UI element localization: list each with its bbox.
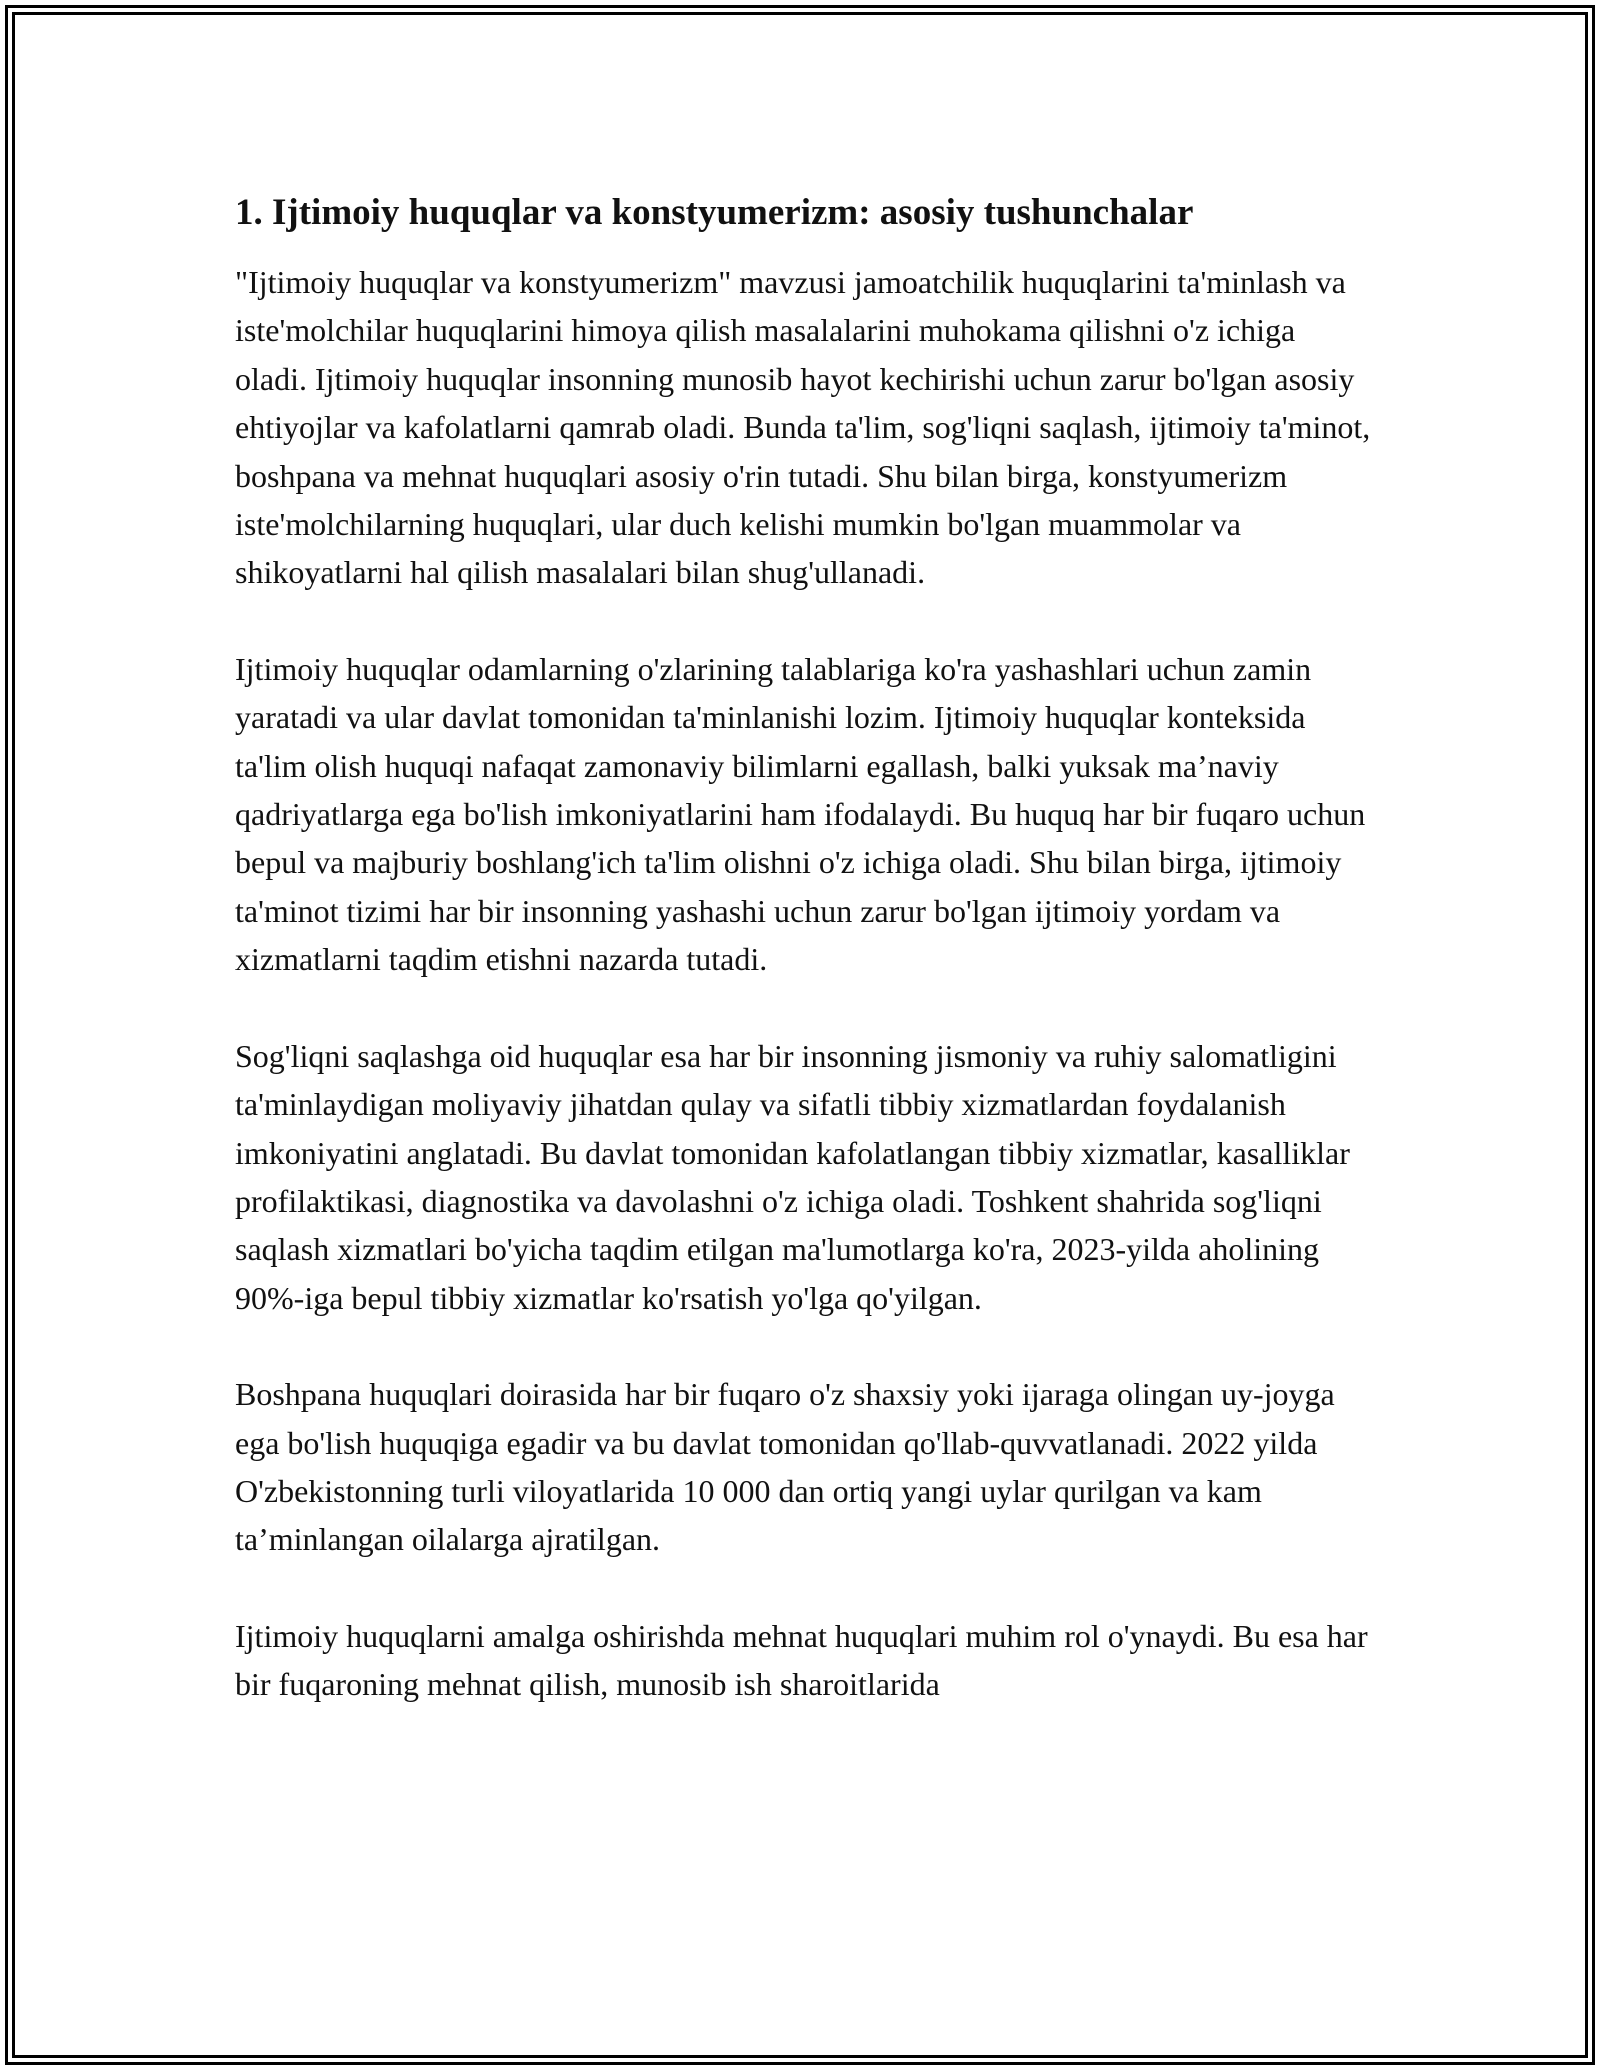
paragraph-social-rights: Ijtimoiy huquqlar odamlarning o'zlarining talablariga ko'ra yashashlari uchun zamin yaratadi va ular davlat tomonidan ta'minlanishi lozim. Ijtimoiy huquqlar konteksida ta'lim olish huquqi nafaqat zamonaviy bilimlarni egallash, balki yuksak ma’naviy qadriyatlarga ega bo'lish imkoniyatlarini ham ifodalaydi. Bu huquq har bir fuqaro uchun bepul va majburiy boshlang'ich ta'lim olishni o'z ichiga oladi. Shu bilan birga, ijtimoiy ta'minot tizimi har bir insonning yashashi uchun zarur bo'lgan ijtimoiy yordam va xizmatlarni taqdim etishni nazarda tutadi. [235,650,1366,978]
paragraph-housing-rights: Boshpana huquqlari doirasida har bir fuqaro o'z shaxsiy yoki ijaraga olingan uy-joyga ega bo'lish huquqiga egadir va bu davlat tomonidan qo'llab-quvvatlanadi. 2022 yilda O'zbekistonning turli viloyatlarida 10 000 dan ortiq yangi uylar qurilgan va kam ta’minlangan oilalarga ajratilgan. [235,1376,1335,1558]
paragraph-labor-rights: Ijtimoiy huquqlarni amalga oshirishda mehnat huquqlari muhim rol o'ynaydi. Bu esa har bir fuqaroning mehnat qilish, munosib ish sharoitlarida [235,1617,1368,1703]
section-heading: 1. Ijtimoiy huquqlar va konstyumerizm: asosiy tushunchalar [235,192,1194,233]
document-body [235,186,1375,1757]
paragraph-health-rights: Sog'liqni saqlashga oid huquqlar esa har bir insonning jismoniy va ruhiy salomatligini ta'minlaydigan moliyaviy jihatdan qulay va sifatli tibbiy xizmatlardan foydalanish imkoniyatini anglatadi. Bu davlat tomonidan kafolatlangan tibbiy xizmatlar, kasalliklar profilaktikasi, diagnostika va davolashni o'z ichiga oladi. Toshkent shahrida sog'liqni saqlash xizmatlari bo'yicha taqdim etilgan ma'lumotlarga ko'ra, 2023-yilda aholining 90%-iga bepul tibbiy xizmatlar ko'rsatish yo'lga qo'yilgan. [235,1037,1350,1316]
paragraph-intro: "Ijtimoiy huquqlar va konstyumerizm" mavzusi jamoatchilik huquqlarini ta'minlash va iste'molchilar huquqlarini himoya qilish masalalarini muhokama qilishni o'z ichiga oladi. Ijtimoiy huquqlar insonning munosib hayot kechirishi uchun zarur bo'lgan asosiy ehtiyojlar va kafolatlarni qamrab oladi. Bunda ta'lim, sog'liqni saqlash, ijtimoiy ta'minot, boshpana va mehnat huquqlari asosiy o'rin tutadi. Shu bilan birga, konstyumerizm iste'molchilarning huquqlari, ular duch kelishi mumkin bo'lgan muammolar va shikoyatlarni hal qilish masalalari bilan shug'ullanadi. [235,264,1371,591]
